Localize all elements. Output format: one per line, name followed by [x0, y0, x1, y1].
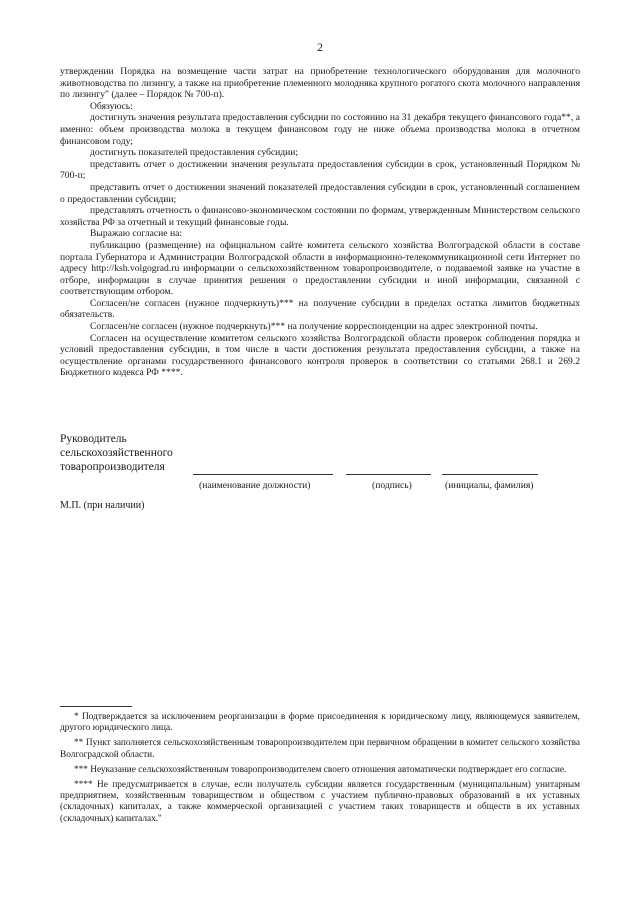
paragraph: представить отчет о достижении значений показателей предоставления субсидии в срок, установленный соглашением о предоставлении субсидии; [60, 181, 580, 205]
caption-initials: (инициалы, фамилия) [445, 480, 534, 491]
paragraph: достигнуть показателей предоставления субсидии; [90, 147, 299, 159]
paragraph: достигнуть значения результата предоставления субсидии по состоянию на 31 декабря текущего финансового года**, а именно: объем производства молока в текущем финансовом году не ниже объема производства молока в отчетном финансовом году; [60, 112, 580, 147]
paragraph: публикацию (размещение) на официальном сайте комитета сельского хозяйства Волгоградской области в составе портала Губернатора и Администрации Волгоградской области в информационно-телекоммуникационной сети Интернет по адресу http://ksh.volgograd.ru информации о сельскохозяйственном товаропроизводителе, о подаваемой заявке на участие в отборе, информации в случае принятия решения о предоставлении субсидии и иной информации, связанной с соответствующим отбором. [60, 239, 580, 298]
paragraph: Согласен на осуществление комитетом сельского хозяйства Волгоградской области проверок соблюдения порядка и условий предоставления субсидии, в том числе в части достижения результата предоставления субсидии, а также на осуществление органами государственного финансового контроля проверок в соответствии со статьями 268.1 и 269.2 Бюджетного кодекса РФ ****. [60, 332, 580, 379]
footnote: *** Неуказание сельскохозяйственным товаропроизводителем своего отношения автоматически подтверждает его согласие. [74, 764, 567, 775]
paragraph: утверждении Порядка на возмещение части затрат на приобретение технологического оборудования для молочного животноводства по лизингу, а также на приобретение племенного молодняка крупного рогатого скота молочного направления по лизингу" (далее – Порядок № 700-п). [60, 66, 580, 101]
caption-position: (наименование должности) [199, 480, 311, 491]
paragraph: представить отчет о достижении значения результата предоставления субсидии в срок, установленный Порядком № 700-п; [60, 158, 580, 182]
caption-signature: (подпись) [372, 480, 412, 491]
signer-title-line-1: Руководитель [60, 433, 127, 445]
footnotes [60, 712, 580, 829]
footnote: ** Пункт заполняется сельскохозяйственным товаропроизводителем при первичном обращении в комитет сельского хозяйства Волгоградской области. [60, 738, 580, 760]
paragraph: представлять отчетность о финансово-экономическом состоянии по формам, утвержденным Министерством сельского хозяйства РФ за отчетный и текущий финансовые годы. [60, 205, 580, 228]
signer-title-line-2: сельскохозяйственного [60, 447, 173, 459]
paragraph: Выражаю согласие на: [90, 228, 183, 240]
footnote: **** Не предусматривается в случае, если получатель субсидии является государственным (муниципальным) унитарным предприятием, хозяйственным товариществом и обществом с участием публично-правовых образований в их уставных (складочных) капиталах, а также коммерческой организацией с участием таких товариществ и обществ в их уставных (складочных) капиталах." [60, 780, 580, 824]
signer-title-line-3: товаропроизводителя [60, 461, 165, 473]
footnote: * Подтверждается за исключением реорганизации в форме присоединения к юридическому лицу, являющемуся заявителем, другого юридического лица. [60, 712, 580, 734]
stamp-note: М.П. (при наличии) [60, 500, 145, 511]
position-line [193, 460, 333, 475]
signature-line [346, 460, 431, 475]
page-number: 2 [317, 40, 323, 54]
paragraph: Обязуюсь: [90, 100, 133, 112]
footnote-divider [60, 706, 132, 707]
paragraph: Согласен/не согласен (нужное подчеркнуть)*** на получение субсидии в пределах остатка лимитов бюджетных обязательств. [60, 297, 580, 321]
body-text [60, 66, 580, 379]
initials-line [442, 460, 538, 475]
paragraph: Согласен/не согласен (нужное подчеркнуть)*** на получение корреспонденции на адрес электронной почты. [90, 321, 538, 333]
